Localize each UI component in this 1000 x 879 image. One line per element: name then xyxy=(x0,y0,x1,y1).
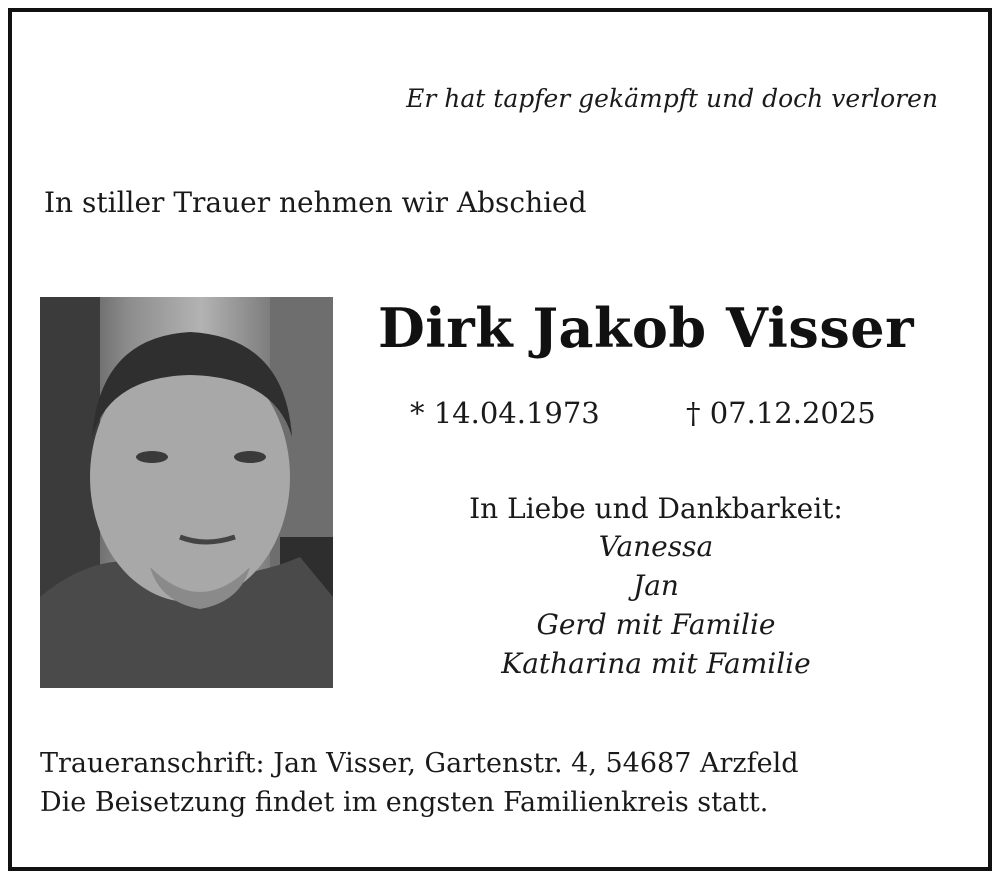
mourners-heading: In Liebe und Dankbarkeit: xyxy=(469,492,843,525)
portrait-icon xyxy=(40,297,333,688)
mourner-name: Gerd mit Familie xyxy=(536,608,776,641)
portrait-photo xyxy=(40,297,333,688)
intro-text: In stiller Trauer nehmen wir Abschied xyxy=(44,186,587,219)
birth-date: * 14.04.1973 xyxy=(410,396,600,430)
footer xyxy=(40,744,799,822)
mourning-address: Traueranschrift: Jan Visser, Gartenstr. 4, 54687 Arzfeld xyxy=(40,748,799,779)
burial-note: Die Beisetzung findet im engsten Familienkreis statt. xyxy=(40,787,769,818)
death-date: † 07.12.2025 xyxy=(686,396,876,430)
mourner-name: Vanessa xyxy=(598,530,714,563)
mourner-name: Katharina mit Familie xyxy=(501,647,811,680)
motto: Er hat tapfer gekämpft und doch verloren xyxy=(406,84,938,113)
mourner-name: Jan xyxy=(633,569,679,602)
mourners-block xyxy=(340,490,972,683)
deceased-name: Dirk Jakob Visser xyxy=(377,296,915,360)
